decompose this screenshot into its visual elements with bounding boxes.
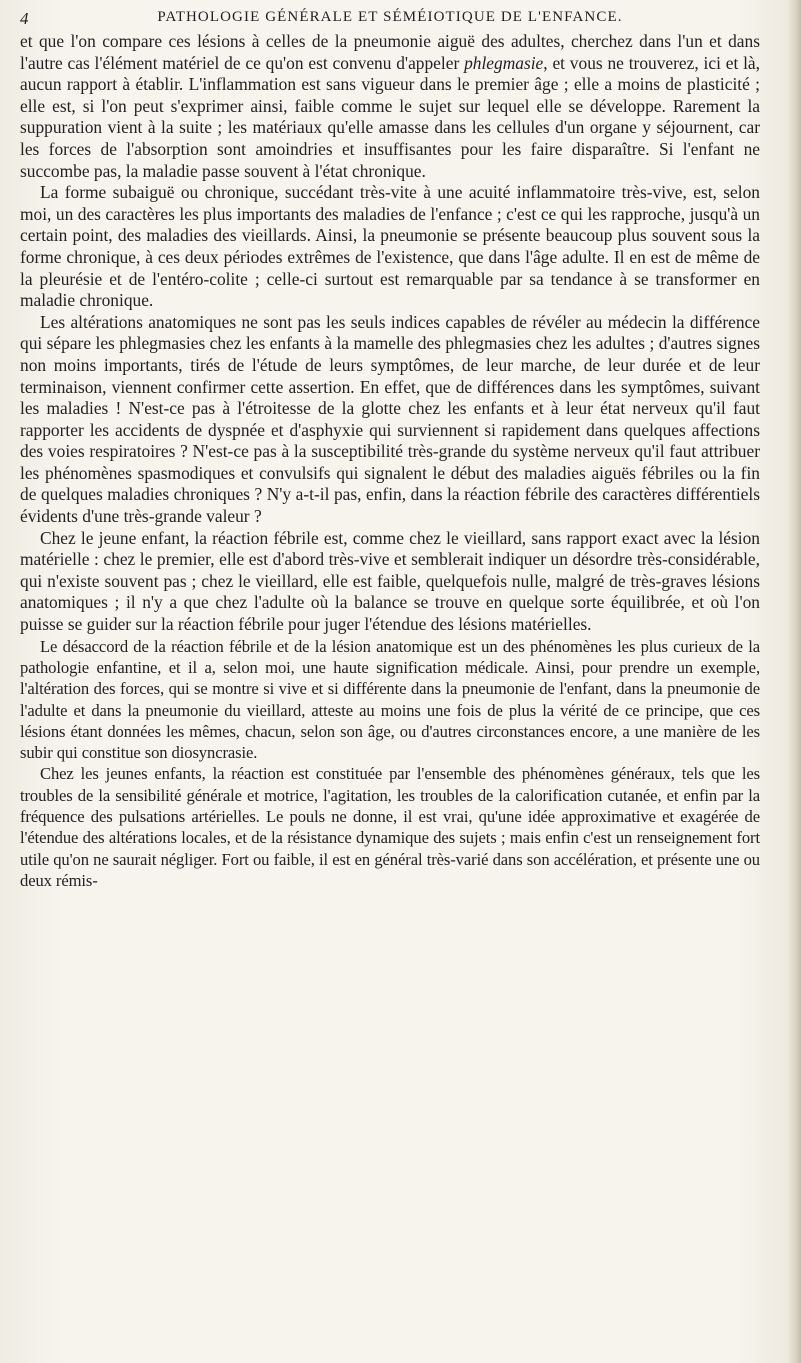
paragraph-6: Chez les jeunes enfants, la réaction est constituée par l'ensemble des phénomènes généraux, tels que les troubles de la sensibilité générale et motrice, l'agitation, les troubles de la calorification cutanée, et enfin par la fréquence des pulsations artérielles. Le pouls ne donne, il est vrai, qu'une idée approximative et exagérée de l'étendue des altérations locales, et de la résistance dynamique des sujets ; mais enfin c'est un renseignement fort utile qu'on ne saurait négliger. Fort ou faible, il est en général très-varié dans son accélération, et présente une ou deux rémis- (20, 764, 760, 890)
page-edge-shadow (787, 0, 801, 1363)
paragraph-3: Les altérations anatomiques ne sont pas les seuls indices capables de révéler au médecin la différence qui sépare les phlegmasies chez les enfants à la mamelle des phlegmasies chez les adultes ; d'autres signes non moins importants, tirés de l'étude de leurs symptômes, de leur marche, de leur durée et de leur terminaison, viennent confirmer cette assertion. En effet, que de différences dans les symptômes, suivant les maladies ! N'est-ce pas à l'étroitesse de la glotte chez les enfants et à leur état nerveux qu'il faut rapporter les accidents de dyspnée et d'asphyxie qui surviennent si rapidement dans quelques affections des voies respiratoires ? N'est-ce pas à la susceptibilité très-grande du système nerveux qu'il faut attribuer les phénomènes spasmodiques et convulsifs qui signalent le début des maladies aiguës fébriles ou la fin de quelques maladies chroniques ? N'y a-t-il pas, enfin, dans la réaction fébrile des caractères différentiels évidents d'une très-grande valeur ? (20, 311, 760, 527)
paragraph-2: La forme subaiguë ou chronique, succédant très-vite à une acuité inflammatoire très-vive, est, selon moi, un des caractères les plus importants des maladies de l'enfance ; c'est ce qui les rapproche, jusqu'à un certain point, des maladies des vieillards. Ainsi, la pneumonie se présente beaucoup plus souvent sous la forme chronique, à ces deux périodes extrêmes de l'existence, que dans l'âge adulte. Il en est de même de la pleurésie et de l'entéro-colite ; celle-ci surtout est remarquable par sa tendance à se transformer en maladie chronique. (20, 182, 760, 311)
paragraph-5: Le désaccord de la réaction fébrile et de la lésion anatomique est un des phénomènes les plus curieux de la pathologie enfantine, et il a, selon moi, une haute signification médicale. Ainsi, pour prendre un exemple, l'altération des forces, qui se montre si vive et si différente dans la pneumonie de l'enfant, dans la pneumonie de l'adulte et dans la pneumonie du vieillard, atteste au moins une fois de plus la vérité de ce principe, que ces lésions étant données les mêmes, chacun, selon son âge, ou d'autres circonstances encore, a une manière de les subir qui constitue son diosyncrasie. (20, 636, 760, 763)
page-number: 4 (20, 9, 30, 28)
paragraph-4: Chez le jeune enfant, la réaction fébrile est, comme chez le vieillard, sans rapport exact avec la lésion matérielle : chez le premier, elle est d'abord très-vive et semblerait indiquer un désordre très-considérable, qui n'existe souvent pas ; chez le vieillard, elle est faible, quelquefois nulle, malgré de très-graves lésions anatomiques ; il n'y a que chez l'adulte où la balance se trouve en quelque sorte équilibrée, et où l'on puisse se guider sur la réaction fébrile pour juger l'étendue des lésions matérielles. (20, 527, 760, 635)
paragraph-1-start: et que l'on compare ces lésions à celles de la pneumonie aiguë des adultes, cherchez dans l'un et dans l'autre cas l'élément matériel de ce qu'on est convenu d'appeler (20, 31, 760, 73)
running-head: PATHOLOGIE GÉNÉRALE ET SÉMÉIOTIQUE DE L'ENFANCE. (157, 9, 623, 25)
paragraph-1 (20, 31, 760, 182)
page-header (20, 6, 760, 32)
paragraph-1-end: , et vous ne trouverez, ici et là, aucun rapport à établir. L'inflammation est sans vigueur dans le premier âge ; elle a moins de plasticité ; elle est, si l'on peut s'exprimer ainsi, faible comme le sujet sur lequel elle se développe. Rarement la suppuration vient à la suite ; les matériaux qu'elle amasse dans les cellules d'un organe y séjournent, car les forces de l'absorption sont amoindries et insuffisantes pour les faire disparaître. Si l'enfant ne succombe pas, la maladie passe souvent à l'état chronique. (20, 52, 760, 181)
body-text (20, 31, 760, 891)
italic-term-phlegmasie: phlegmasie (464, 52, 544, 73)
